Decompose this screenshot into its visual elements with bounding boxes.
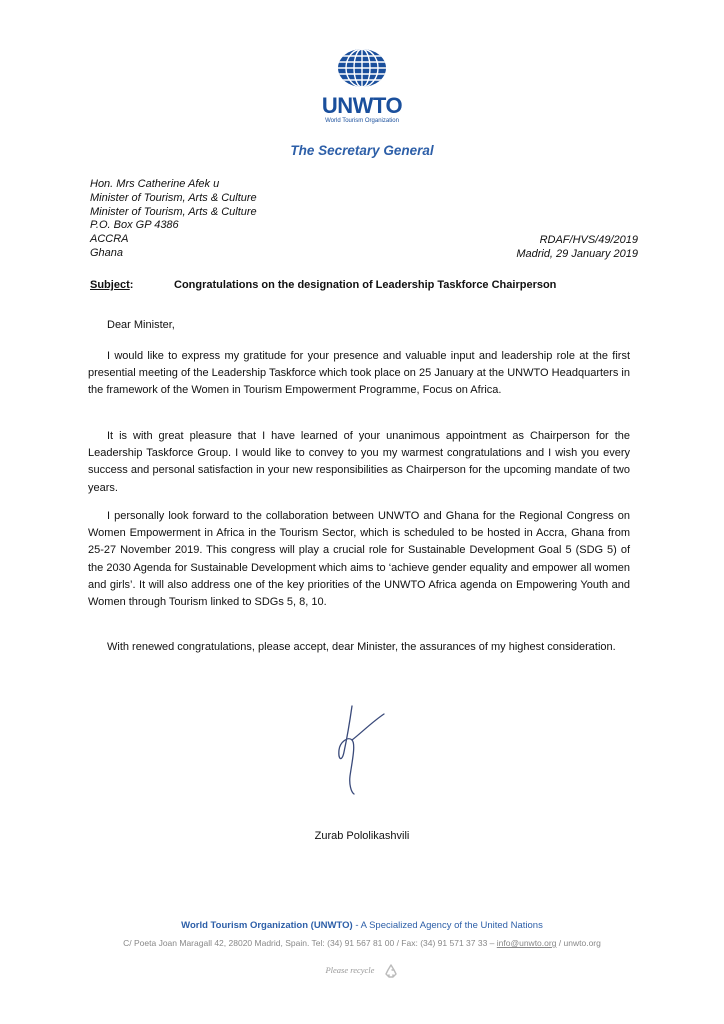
recycle-note bbox=[0, 963, 724, 979]
unwto-logo bbox=[312, 48, 412, 125]
address-line: Hon. Mrs Catherine Afek u bbox=[90, 178, 220, 190]
body-paragraph bbox=[88, 639, 630, 656]
body-paragraph bbox=[88, 428, 630, 497]
recycle-text: Please recycle bbox=[325, 964, 375, 975]
address-line: Ghana bbox=[90, 246, 124, 259]
footer-organization bbox=[0, 920, 724, 931]
footer-org-name: World Tourism Organization (UNWTO) bbox=[181, 920, 353, 931]
subject-text: Congratulations on the designation of Leadership Taskforce Chairperson bbox=[174, 279, 557, 291]
recipient-address bbox=[90, 178, 257, 261]
footer-email-link[interactable]: info@unwto.org bbox=[496, 938, 557, 948]
address-line: Minister of Tourism, Arts & Culture bbox=[90, 205, 257, 218]
subject-line bbox=[90, 279, 557, 291]
logo-subtitle: World Tourism Organization bbox=[325, 118, 399, 124]
subject-colon: : bbox=[129, 279, 134, 291]
logo-wordmark: UNWTO bbox=[321, 93, 403, 118]
footer-org-tagline: - A Specialized Agency of the United Nations bbox=[352, 920, 543, 931]
greeting: Dear Minister, bbox=[107, 319, 175, 331]
reference-block bbox=[516, 234, 638, 262]
reference-code: RDAF/HVS/49/2019 bbox=[539, 234, 638, 246]
footer-website: / unwto.org bbox=[556, 938, 601, 948]
address-line: ACCRA bbox=[90, 233, 129, 246]
body-paragraph bbox=[88, 508, 630, 611]
signatory-name: Zurab Pololikashvili bbox=[314, 830, 410, 842]
address-line: P.O. Box GP 4386 bbox=[90, 219, 179, 232]
subject-label: Subject bbox=[90, 279, 130, 291]
footer-contact bbox=[0, 938, 724, 948]
body-paragraph bbox=[88, 348, 630, 400]
recycle-icon bbox=[383, 963, 399, 979]
paragraph-text: With renewed congratulations, please accept, dear Minister, the assurances of my highest consideration. bbox=[107, 641, 616, 653]
handwritten-signature bbox=[330, 700, 390, 800]
footer-address: C/ Poeta Joan Maragall 42, 28020 Madrid, Spain. Tel: (34) 91 567 81 00 / Fax: (34) 91 571 37 33 – bbox=[123, 938, 497, 948]
paragraph-text: I would like to express my gratitude for your presence and valuable input and leadership role at the first presential meeting of the Leadership Taskforce which took place on 25 January at the UNWTO Headquarters in the framework of the Women in Tourism Empowerment Programme, Focus on Africa. bbox=[88, 350, 630, 397]
letter-date: Madrid, 29 January 2019 bbox=[516, 247, 638, 260]
office-title: The Secretary General bbox=[290, 143, 434, 158]
address-line: Minister of Tourism, Arts & Culture bbox=[90, 191, 257, 204]
paragraph-text: It is with great pleasure that I have learned of your unanimous appointment as Chairperson for the Leadership Taskforce Group. I would like to convey to you my warmest congratulations and I wish you every success and personal satisfaction in your new responsibilities as Chairperson for the upcoming mandate of two years. bbox=[88, 430, 630, 494]
globe-icon bbox=[336, 48, 388, 88]
paragraph-text: I personally look forward to the collaboration between UNWTO and Ghana for the Regional Congress on Women Empowerment in Africa in the Tourism Sector, which is scheduled to be hosted in Accra, Ghana from 25-27 November 2019. This congress will play a crucial role for Sustainable Development Goal 5 (SDG 5) of the 2030 Agenda for Sustainable Development which aims to ‘achieve gender equality and empower all women and girls’. It will also address one of the key priorities of the UNWTO Africa agenda on Empowering Youth and Women through Tourism linked to SDGs 5, 8, 10. bbox=[88, 510, 630, 609]
